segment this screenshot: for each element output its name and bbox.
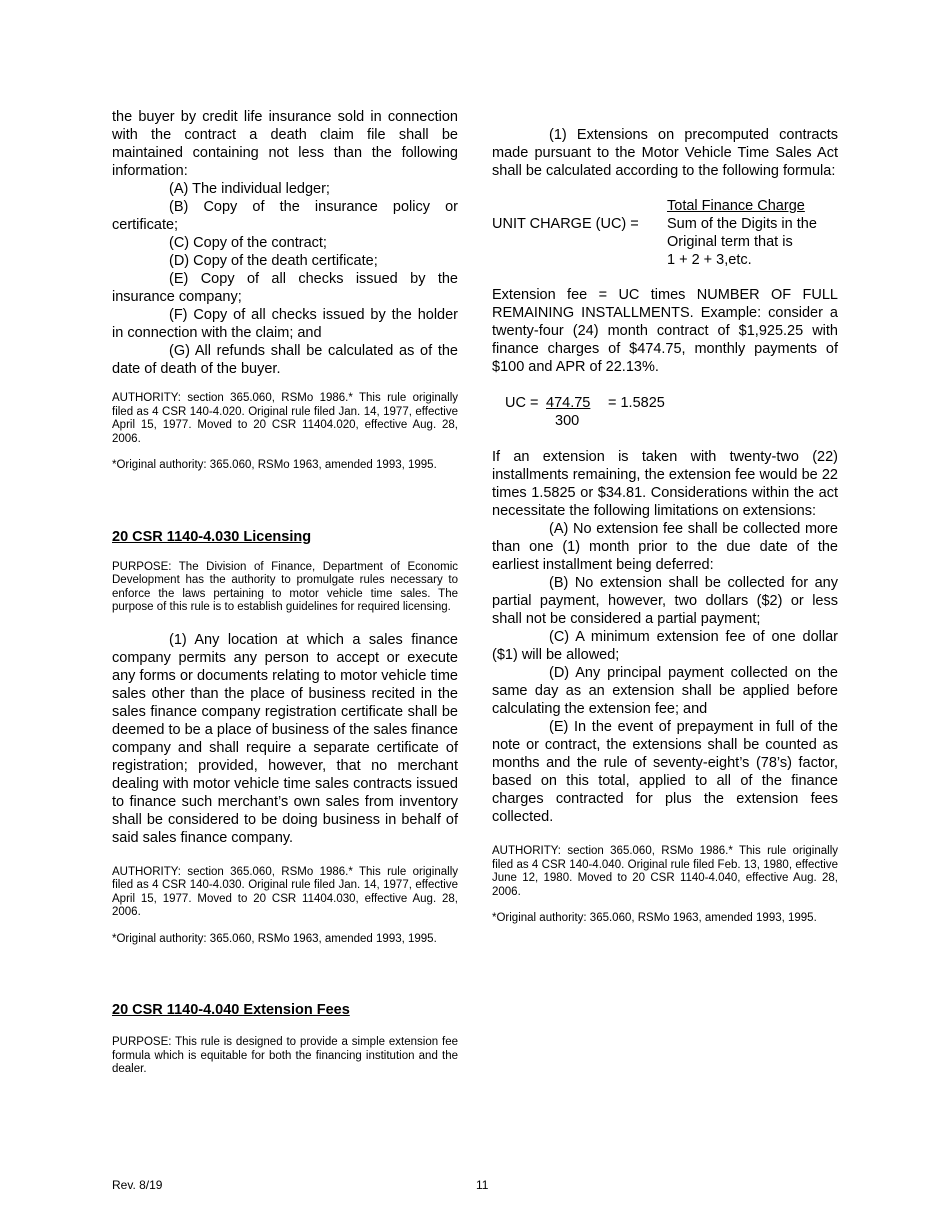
left-column [112,108,458,1077]
original-authority-note: *Original authority: 365.060, RSMo 1963, amended 1993, 1995. [492,912,817,924]
rule-paragraph: (1) Any location at which a sales finance company permits any person to accept or execute any forms or documents relating to motor vehicle time sales other than the place of business recited in the sales finance company registration certificate shall be deemed to be a place of business of the sales finance company and shall require a separate certificate of registration; provided, however, that no merchant dealing with motor vehicle time sales contracts issued to finance such merchant’s own sales from inventory shall be considered to be doing business in behalf of said sales finance company. [112,631,458,846]
list-item: (A) No extension fee shall be collected more than one (1) month prior to the due date of the earliest installment being deferred: [492,521,838,573]
authority-note: AUTHORITY: section 365.060, RSMo 1986.* This rule originally filed as 4 CSR 140-4.020. Original rule filed Jan. 14, 1977, effective April 15, 1977. Moved to 20 CSR 11404.020, effective Aug. 28, 2006. [112,392,458,445]
formula-denominator-line: Original term that is [667,234,793,250]
list-item: (G) All refunds shall be calculated as of the date of death of the buyer. [112,343,458,377]
rule-paragraph: (1) Extensions on precomputed contracts made pursuant to the Motor Vehicle Time Sales Act shall be calculated according to the following formula: [492,127,838,179]
example-paragraph: Extension fee = UC times NUMBER OF FULL REMAINING INSTALLMENTS. Example: consider a twenty-four (24) month contract of $1,925.25 with finance charges of $474.75, monthly payments of $100 and APR of 22.13%. [492,287,838,375]
section-heading-extension-fees: 20 CSR 1140-4.040 Extension Fees [112,1002,350,1018]
list-item: (F) Copy of all checks issued by the holder in connection with the claim; and [112,307,458,341]
purpose-statement: PURPOSE: The Division of Finance, Department of Economic Development has the authority to promulgate rules necessary to enforce the laws pertaining to motor vehicle time sales. The purpose of this rule is to establish guidelines for required licensing. [112,560,458,613]
revision-date: Rev. 8/19 [112,1178,163,1192]
right-column [492,126,838,926]
uc-example-formula [492,394,838,430]
authority-note: AUTHORITY: section 365.060, RSMo 1986.* This rule originally filed as 4 CSR 140-4.030. Original rule filed Jan. 14, 1977, effective April 15, 1977. Moved to 20 CSR 11404.030, effective Aug. 28, 2006. [112,865,458,918]
page-number: 11 [476,1178,489,1192]
original-authority-note: *Original authority: 365.060, RSMo 1963, amended 1993, 1995. [112,459,437,471]
list-item: (A) The individual ledger; [169,181,330,197]
formula-result: = 1.5825 [608,395,665,411]
list-item: (E) Copy of all checks issued by the insurance company; [112,271,458,305]
list-item: (B) Copy of the insurance policy or certificate; [112,199,458,233]
list-item: (E) In the event of prepayment in full of the note or contract, the extensions shall be counted as months and the rule of seventy-eight’s (78’s) factor, based on this total, applied to all of the finance charges contracted for plus the extension fees collected. [492,719,838,825]
rule-paragraph: If an extension is taken with twenty-two (22) installments remaining, the extension fee would be 22 times 1.5825 or $34.81. Considerations within the act necessitate the following limitations on extensions: [492,449,838,519]
formula-denominator-line: 1 + 2 + 3,etc. [667,252,752,268]
original-authority-note: *Original authority: 365.060, RSMo 1963, amended 1993, 1995. [112,932,437,945]
formula-numerator: Total Finance Charge [667,198,805,214]
formula-label: UNIT CHARGE (UC) = [492,216,639,232]
list-item: (C) A minimum extension fee of one dollar ($1) will be allowed; [492,629,838,663]
list-item: (C) Copy of the contract; [169,235,327,251]
list-item: (D) Copy of the death certificate; [169,253,378,269]
formula-numerator: 474.75 [546,395,591,411]
intro-paragraph: the buyer by credit life insurance sold in connection with the contract a death claim file shall be maintained containing not less than the following information: [112,109,458,179]
list-item: (D) Any principal payment collected on the same day as an extension shall be applied before calculating the extension fee; and [492,665,838,717]
section-heading-licensing: 20 CSR 1140-4.030 Licensing [112,528,312,545]
authority-note: AUTHORITY: section 365.060, RSMo 1986.* This rule originally filed as 4 CSR 140-4.040. Original rule filed Feb. 13, 1980, effective June 12, 1980. Moved to 20 CSR 1140-4.040, effective Aug. 28, 2006. [492,845,838,898]
purpose-statement: PURPOSE: This rule is designed to provide a simple extension fee formula which is equitable for both the financing institution and the dealer. [112,1036,458,1075]
formula-denominator-line: Sum of the Digits in the [667,216,817,232]
list-item: (B) No extension shall be collected for any partial payment, however, two dollars ($2) or less shall not be considered a partial payment; [492,575,838,627]
formula-label: UC = [505,395,539,411]
unit-charge-formula [492,197,838,269]
formula-denominator: 300 [555,413,580,429]
